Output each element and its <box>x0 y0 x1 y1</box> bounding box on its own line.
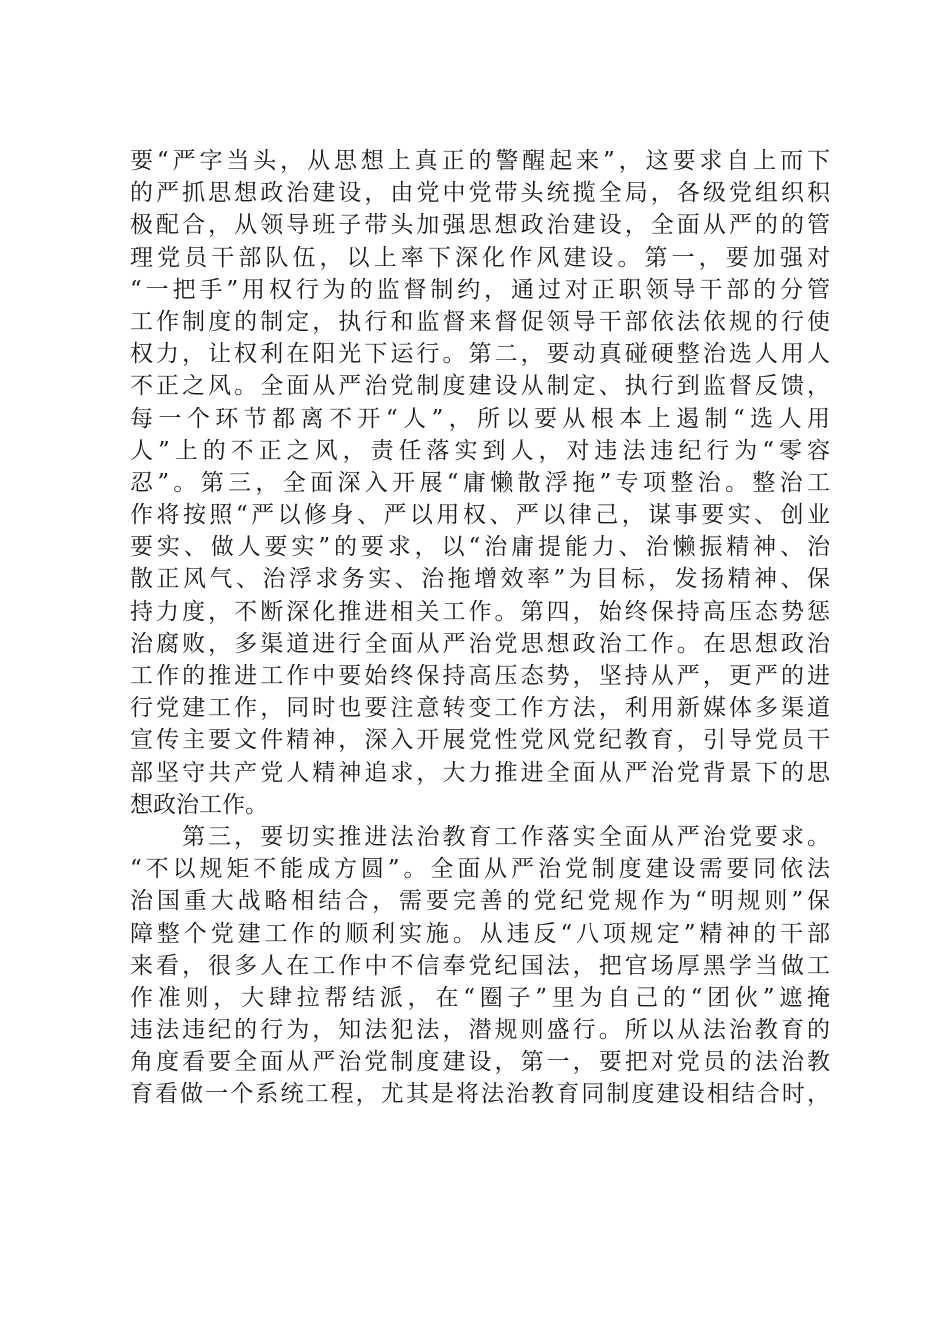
text-line: 来看，很多人在工作中不信奉党纪国法，把官场厚黑学当做工 <box>130 952 830 979</box>
paragraph-2 <box>130 821 830 1111</box>
text-line: 要“严字当头，从思想上真正的警醒起来”，这要求自上而下 <box>130 148 830 174</box>
text-line: 治腐败，多渠道进行全面从严治党思想政治工作。在思想政治 <box>130 630 830 657</box>
text-line: 作将按照“严以修身、严以用权、严以律己，谋事要实、创业 <box>130 502 830 529</box>
text-line: 工作制度的制定，执行和监督来督促领导干部依法依规的行使 <box>130 308 830 335</box>
text-line: 散正风气、治浮求务实、治拖增效率”为目标，发扬精神、保 <box>130 566 830 593</box>
text-line: 每一个环节都离不开“人”，所以要从根本上遏制“选人用 <box>130 405 830 432</box>
text-line: 部坚守共产党人精神追求，大力推进全面从严治党背景下的思 <box>130 759 830 786</box>
text-line: 忍”。第三，全面深入开展“庸懒散浮拖”专项整治。整治工 <box>130 469 830 496</box>
text-line: “一把手”用权行为的监督制约，通过对正职领导干部的分管 <box>130 276 830 303</box>
text-line: 持力度，不断深化推进相关工作。第四，始终保持高压态势惩 <box>130 598 830 625</box>
text-line: 人”上的不正之风，责任落实到人，对违法违纪行为“零容 <box>130 437 830 464</box>
text-line: 作准则，大肆拉帮结派，在“圈子”里为自己的“团伙”遮掩 <box>130 984 830 1011</box>
text-line: 角度看要全面从严治党制度建设，第一，要把对党员的法治教 <box>130 1049 830 1076</box>
text-line: 第三，要切实推进法治教育工作落实全面从严治党要求。 <box>130 823 830 850</box>
paragraph-1 <box>130 145 830 821</box>
text-line: 工作的推进工作中要始终保持高压态势，坚持从严，更严的进 <box>130 663 830 689</box>
text-line: 权力，让权利在阳光下运行。第二，要动真碰硬整治选人用人 <box>130 341 830 368</box>
text-line: 不正之风。全面从严治党制度建设从制定、执行到监督反馈， <box>130 373 830 400</box>
text-line: 极配合，从领导班子带头加强思想政治建设，全面从严的的管 <box>130 212 830 239</box>
text-line: 的严抓思想政治建设，由党中党带头统揽全局，各级党组织积 <box>130 180 830 207</box>
text-line: 行党建工作，同时也要注意转变工作方法，利用新媒体多渠道 <box>130 695 830 722</box>
text-line: 育看做一个系统工程，尤其是将法治教育同制度建设相结合时， <box>130 1081 830 1108</box>
body-text <box>130 145 830 1111</box>
text-line: 理党员干部队伍，以上率下深化作风建设。第一，要加强对 <box>130 244 830 271</box>
text-line: “不以规矩不能成方圆”。全面从严治党制度建设需要同依法 <box>130 856 830 883</box>
text-line: 想政治工作。 <box>130 791 268 818</box>
text-line: 宣传主要文件精神，深入开展党性党风党纪教育，引导党员干 <box>130 727 830 754</box>
text-line: 违法违纪的行为，知法犯法，潜规则盛行。所以从法治教育的 <box>130 1017 830 1044</box>
text-line: 障整个党建工作的顺利实施。从违反“八项规定”精神的干部 <box>130 920 830 947</box>
text-line: 要实、做人要实”的要求，以“治庸提能力、治懒振精神、治 <box>130 534 830 561</box>
text-line: 治国重大战略相结合，需要完善的党纪党规作为“明规则”保 <box>130 888 830 915</box>
